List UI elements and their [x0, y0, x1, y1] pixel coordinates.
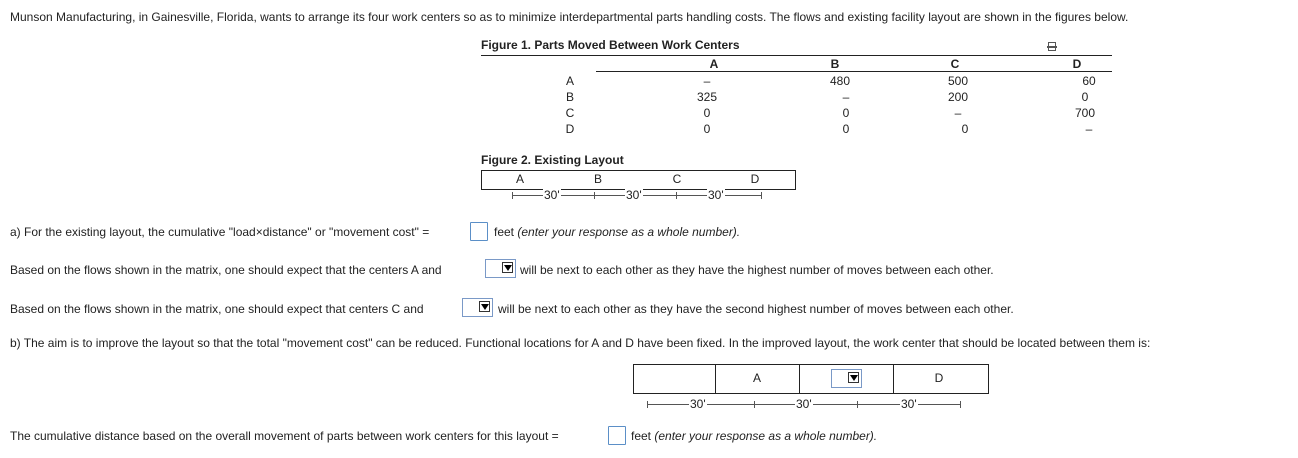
intro-text: Munson Manufacturing, in Gainesville, Florida, wants to arrange its four work centers so as to minimize interdepartmental parts handling costs. The flows and existing facility layout are shown in the figures below. — [10, 10, 1129, 24]
cell-c-a: 0 — [703, 106, 711, 120]
existing-center-b: B — [593, 172, 602, 186]
improved-center-a: A — [752, 371, 761, 385]
dropdown-arrow-icon — [479, 301, 490, 312]
col-header-b: B — [830, 57, 840, 71]
improved-dim-3: 30' — [901, 397, 917, 411]
cell-c-c: – — [954, 106, 962, 120]
existing-dim-3: 30' — [708, 188, 724, 202]
copy-icon[interactable] — [1046, 38, 1058, 52]
row-label-a: A — [565, 74, 574, 88]
cell-a-d: 60 — [1082, 74, 1096, 88]
improved-divider-2 — [799, 364, 800, 394]
existing-center-a: A — [515, 172, 524, 186]
question-c-hint: (enter your response as a whole number). — [654, 429, 878, 443]
dropdown-arrow-icon — [502, 262, 513, 273]
cell-d-a: 0 — [703, 122, 711, 136]
figure2-title: Figure 2. Existing Layout — [481, 153, 624, 167]
improved-dim-2: 30' — [796, 397, 812, 411]
existing-center-c: C — [672, 172, 682, 186]
cell-d-c: 0 — [961, 122, 969, 136]
cell-c-b: 0 — [842, 106, 850, 120]
improved-dim-1: 30' — [690, 397, 706, 411]
movement-cost-input[interactable] — [470, 222, 488, 241]
existing-dim-2: 30' — [626, 188, 642, 202]
row-label-c: C — [565, 106, 575, 120]
improved-center-d: D — [934, 371, 944, 385]
pair-c-prefix: Based on the flows shown in the matrix, one should expect that centers C and — [10, 302, 424, 316]
cell-c-d: 700 — [1074, 106, 1096, 120]
dropdown-arrow-icon — [848, 372, 859, 383]
col-header-a: A — [709, 57, 719, 71]
cell-b-d: 0 — [1081, 90, 1089, 104]
pair-c-suffix: will be next to each other as they have the second highest number of moves between each other. — [498, 302, 1014, 316]
cell-b-b: – — [842, 90, 850, 104]
question-a-suffix-group — [494, 225, 740, 239]
pair-a-prefix: Based on the flows shown in the matrix, one should expect that the centers A and — [10, 263, 442, 277]
row-label-b: B — [565, 90, 574, 104]
cell-b-c: 200 — [947, 90, 969, 104]
question-a-hint: (enter your response as a whole number). — [517, 225, 741, 239]
existing-dim-1: 30' — [544, 188, 560, 202]
question-b-text: b) The aim is to improve the layout so that the total "movement cost" can be reduced. Functional locations for A and D have been fixed. In the improved layout, the work center that should be located between them is: — [10, 336, 1151, 350]
cell-a-a: – — [703, 74, 711, 88]
col-header-c: C — [950, 57, 960, 71]
figure1-title: Figure 1. Parts Moved Between Work Centers — [481, 38, 740, 52]
pair-a-dropdown[interactable] — [485, 259, 516, 278]
row-label-d: D — [565, 122, 575, 136]
improved-divider-1 — [715, 364, 716, 394]
cumulative-distance-input[interactable] — [608, 426, 626, 445]
figure1-header-rule — [596, 71, 1112, 72]
existing-center-d: D — [750, 172, 760, 186]
improved-divider-3 — [893, 364, 894, 394]
question-c-suffix-group — [631, 429, 877, 443]
col-header-d: D — [1072, 57, 1082, 71]
cell-a-c: 500 — [947, 74, 969, 88]
cell-d-b: 0 — [842, 122, 850, 136]
figure1-top-rule — [481, 55, 1112, 56]
pair-c-dropdown[interactable] — [462, 298, 493, 317]
cell-a-b: 480 — [829, 74, 851, 88]
pair-a-suffix: will be next to each other as they have the highest number of moves between each other. — [520, 263, 994, 277]
question-c-prefix: The cumulative distance based on the overall movement of parts between work centers for this layout = — [10, 429, 559, 443]
improved-middle-dropdown[interactable] — [831, 369, 862, 388]
question-c-unit: feet — [631, 429, 652, 443]
cell-d-d: – — [1085, 122, 1093, 136]
question-a-unit: feet — [494, 225, 515, 239]
cell-b-a: 325 — [696, 90, 718, 104]
question-a-prefix: a) For the existing layout, the cumulative "load×distance" or "movement cost" = — [10, 225, 430, 239]
